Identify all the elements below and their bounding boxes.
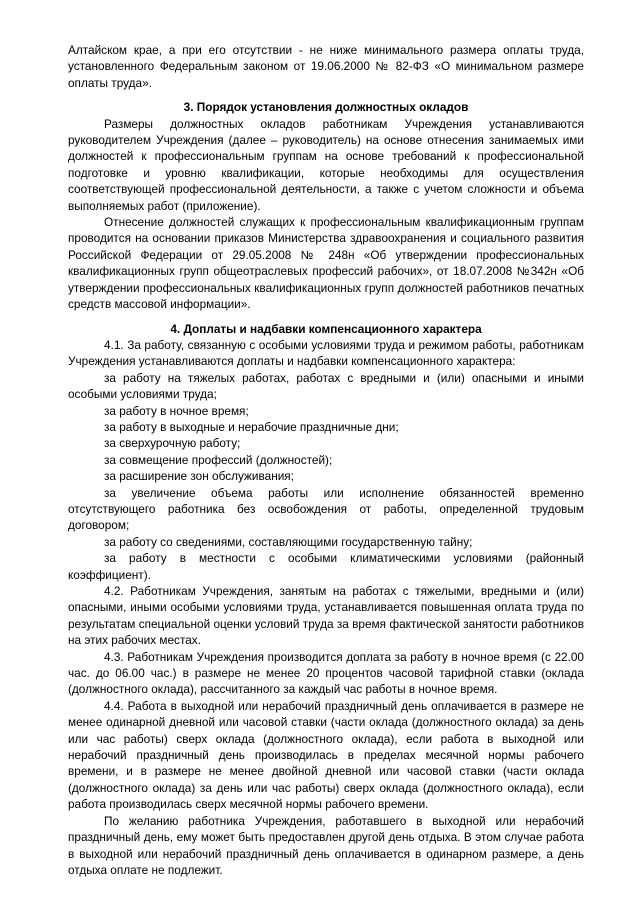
list-item: за увеличение объема работы или исполнение обязанностей временно отсутствующего работника без освобождения от работы, определенной трудовым договором; (68, 485, 584, 533)
list-item: за сверхурочную работу; (104, 436, 241, 451)
spacer (68, 91, 584, 99)
section-3-paragraph-2: Отнесение должностей служащих к профессиональным квалификационным группам проводится на основании приказов Министерства здравоохранения и социального развития Российской Федерации от 29.05.2008 № 248н «Об утверждении профессиональных квалификационных групп общеотраслевых профессий рабочих», от 18.07.2008 №342н «Об утверждении профессиональных квалификационных групп должностей работников печатных средств массовой информации». (68, 215, 584, 312)
clause-4-2: 4.2. Работникам Учреждения, занятым на работах с тяжелыми, вредными и (или) опасными, иными особыми условиями труда, устанавливается повышенная оплата труда по результатам специальной оценки условий труда за время фактической занятости работников на этих рабочих местах. (68, 584, 584, 648)
list-item: за работу в местности с особыми климатическими условиями (районный коэффициент). (68, 551, 584, 582)
document-page (68, 42, 584, 878)
list-item: за расширение зон обслуживания; (104, 469, 294, 484)
clause-4-1: 4.1. За работу, связанную с особыми условиями труда и режимом работы, работникам Учреждения устанавливаются доплаты и надбавки компенсационного характера: (68, 337, 584, 369)
clause-4-3: 4.3. Работникам Учреждения производится доплата за работу в ночное время (с 22.00 час. до 06.00 час.) в размере не менее 20 процентов часовой тарифной ставки (оклада (должностного оклада), рассчитанного за каждый час работы в ночное время. (68, 649, 584, 697)
clause-4-4-continuation: По желанию работника Учреждения, работавшего в выходной или нерабочий праздничный день, ему может быть предоставлен другой день отдыха. В этом случае работа в выходной или нерабочий праздничный день оплачивается в одинарном размере, а день отдыха оплате не подлежит. (68, 813, 584, 877)
spacer (68, 313, 584, 321)
paragraph-top: Алтайском крае, а при его отсутствии - не ниже минимального размера оплаты труда, установленного Федеральным законом от 19.06.2000 № 82-ФЗ «О минимальном размере оплаты труда». (68, 43, 584, 90)
section-3-paragraph-1: Размеры должностных окладов работникам Учреждения устанавливаются руководителем Учреждения (далее – руководитель) на основе отнесения занимаемых ими должностей к профессиональным группам на основе требований к профессиональной подготовке и уровню квалификации, которые необходимы для осуществления соответствующей профессиональной деятельности, а также с учетом сложности и объема выполняемых работ (приложение). (68, 116, 584, 213)
list-item: за работу со сведениями, составляющими государственную тайну; (104, 534, 473, 549)
list-item: за работу в выходные и нерабочие праздничные дни; (104, 419, 399, 434)
list-item: за совмещение профессий (должностей); (104, 452, 333, 467)
list-item: за работу в ночное время; (104, 403, 249, 418)
section-3-heading: 3. Порядок установления должностных окладов (183, 100, 469, 115)
clause-4-4: 4.4. Работа в выходной или нерабочий праздничный день оплачивается в размере не менее одинарной дневной или часовой ставки (части оклада (должностного оклада) за день или час работы) сверх оклада (должностного оклада), если работа в выходной или нерабочий праздничный день производилась в пределах месячной нормы рабочего времени, и в размере не менее двойной дневной или часовой ставки (части оклада (должностного оклада) за день или час работы) сверх оклада (должностного оклада), если работа производилась сверх месячной нормы рабочего времени. (68, 698, 584, 812)
section-4-heading: 4. Доплаты и надбавки компенсационного характера (170, 321, 482, 336)
list-item: за работу на тяжелых работах, работах с вредными и (или) опасными и иными особыми условиями труда; (68, 370, 584, 402)
